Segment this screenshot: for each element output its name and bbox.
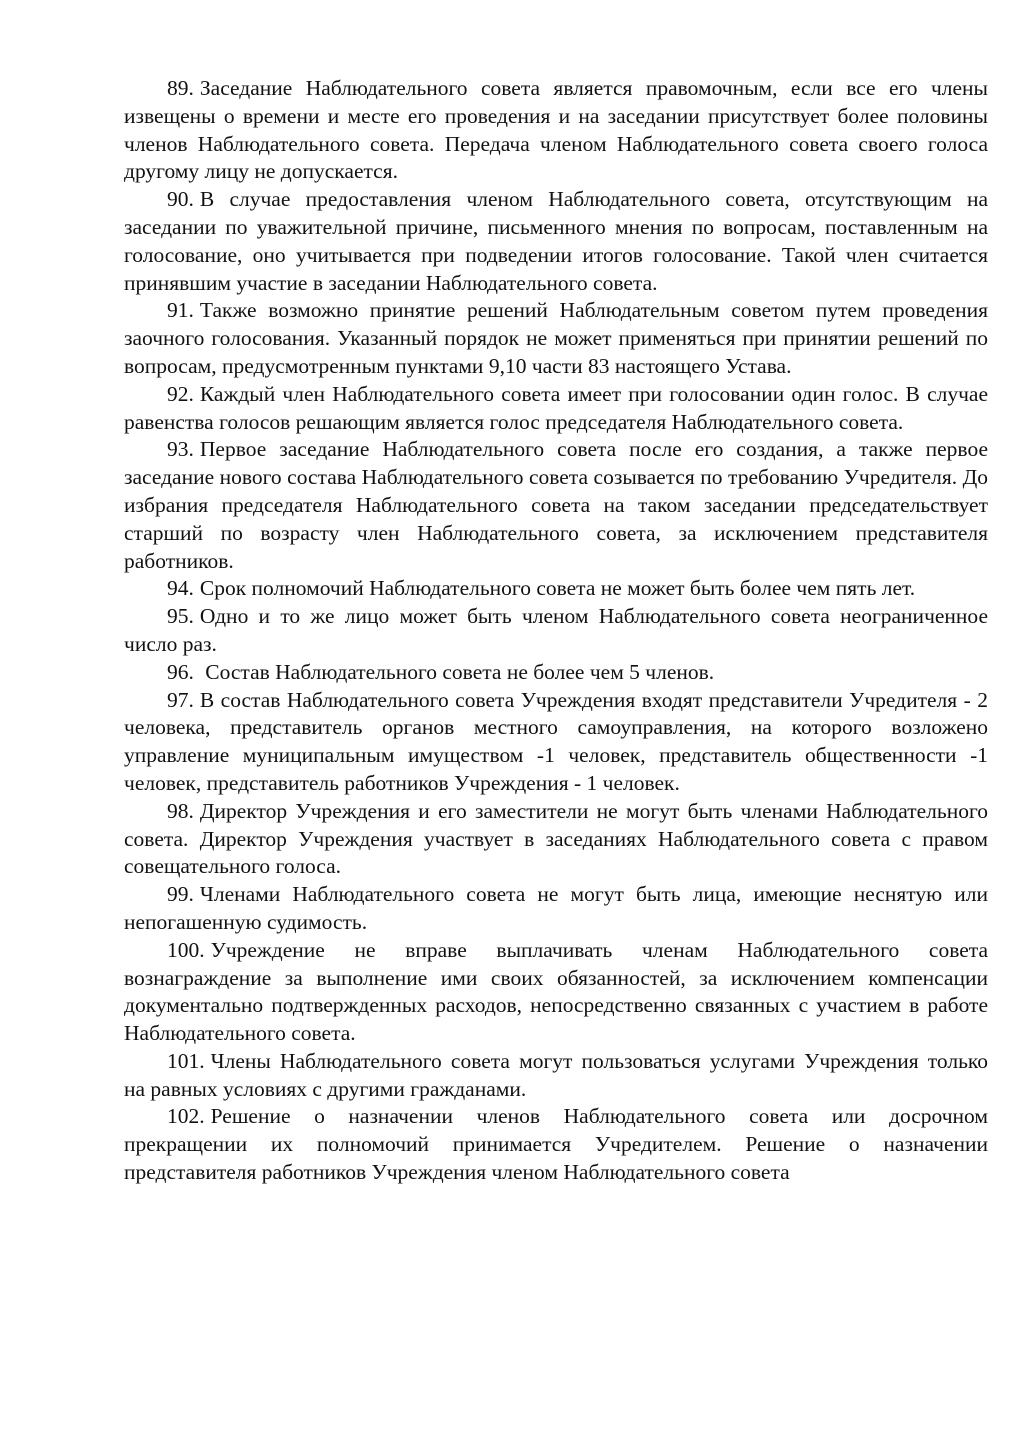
paragraph-96 <box>124 659 988 687</box>
paragraph-number: 101. <box>167 1048 205 1073</box>
paragraph-number: 102. <box>167 1104 205 1129</box>
paragraph-number: 95. <box>167 604 194 629</box>
paragraph-94 <box>124 575 988 603</box>
paragraph-number: 98. <box>167 798 194 823</box>
paragraph-text: Заседание Наблюдательного совета является правомочным, если все его члены извещены о времени и месте его проведения и на заседании присутствует более половины членов Наблюдательного совета. Передача членом Наблюдательного совета своего голоса другому лицу не допускается. <box>124 76 988 184</box>
paragraph-number: 92. <box>167 381 194 406</box>
paragraph-text: Членами Наблюдательного совета не могут быть лица, имеющие неснятую или непогашенную судимость. <box>124 882 988 934</box>
paragraph-95 <box>124 603 988 659</box>
paragraph-number: 96. <box>167 659 194 684</box>
document-page <box>124 75 988 1187</box>
paragraph-100 <box>124 937 988 1048</box>
paragraph-92 <box>124 381 988 437</box>
paragraph-text: Также возможно принятие решений Наблюдательным советом путем проведения заочного голосования. Указанный порядок не может применяться при принятии решений по вопросам, предусмотренным пунктами 9,10 части 83 настоящего Устава. <box>124 298 988 378</box>
paragraph-93 <box>124 436 988 575</box>
paragraph-98 <box>124 798 988 881</box>
paragraph-number: 94. <box>167 576 194 601</box>
paragraph-number: 99. <box>167 882 194 907</box>
paragraph-text: В состав Наблюдательного совета Учреждения входят представители Учредителя - 2 человека, представитель органов местного самоуправления, на которого возложено управление муниципальным имуществом -1 человек, представитель общественности -1 человек, представитель работников Учреждения - 1 человек. <box>124 687 988 795</box>
paragraph-text: Состав Наблюдательного совета не более чем 5 членов. <box>199 659 715 684</box>
paragraph-99 <box>124 881 988 937</box>
paragraph-number: 97. <box>167 687 194 712</box>
paragraph-91 <box>124 297 988 380</box>
paragraph-text: Первое заседание Наблюдательного совета после его создания, а также первое заседание нового состава Наблюдательного совета созывается по требованию Учредителя. До избрания председателя Наблюдательного совета на таком заседании председательствует старший по возрасту член Наблюдательного совета, за исключением представителя работников. <box>124 437 988 573</box>
paragraph-90 <box>124 186 988 297</box>
paragraph-101 <box>124 1048 988 1104</box>
paragraph-97 <box>124 687 988 798</box>
paragraph-text: Члены Наблюдательного совета могут пользоваться услугами Учреждения только на равных условиях с другими гражданами. <box>124 1048 988 1101</box>
paragraph-number: 91. <box>167 298 194 323</box>
paragraph-text: В случае предоставления членом Наблюдательного совета, отсутствующим на заседании по уважительной причине, письменного мнения по вопросам, поставленным на голосование, оно учитывается при подведении итогов голосование. Такой член считается принявшим участие в заседании Наблюдательного совета. <box>124 187 988 295</box>
paragraph-number: 89. <box>167 76 194 100</box>
paragraph-89 <box>124 75 988 186</box>
paragraph-number: 90. <box>167 187 194 212</box>
paragraph-number: 93. <box>167 437 194 462</box>
paragraph-number: 100. <box>167 937 205 962</box>
paragraph-text: Одно и то же лицо может быть членом Наблюдательного совета неограниченное число раз. <box>124 604 988 656</box>
paragraph-text: Срок полномочий Наблюдательного совета не может быть более чем пять лет. <box>199 576 916 601</box>
paragraph-102 <box>124 1103 988 1186</box>
paragraph-text: Каждый член Наблюдательного совета имеет при голосовании один голос. В случае равенства голосов решающим является голос председателя Наблюдательного совета. <box>124 381 988 434</box>
paragraph-text: Директор Учреждения и его заместители не могут быть членами Наблюдательного совета. Директор Учреждения участвует в заседаниях Наблюдательного совета с правом совещательного голоса. <box>124 798 988 879</box>
paragraph-text: Учреждение не вправе выплачивать членам Наблюдательного совета вознаграждение за выполнение ими своих обязанностей, за исключением компенсации документально подтвержденных расходов, непосредственно связанных с участием в работе Наблюдательного совета. <box>124 937 988 1046</box>
paragraph-text: Решение о назначении членов Наблюдательного совета или досрочном прекращении их полномочий принимается Учредителем. Решение о назначении представителя работников Учреждения членом Наблюдательного совета <box>124 1104 988 1185</box>
